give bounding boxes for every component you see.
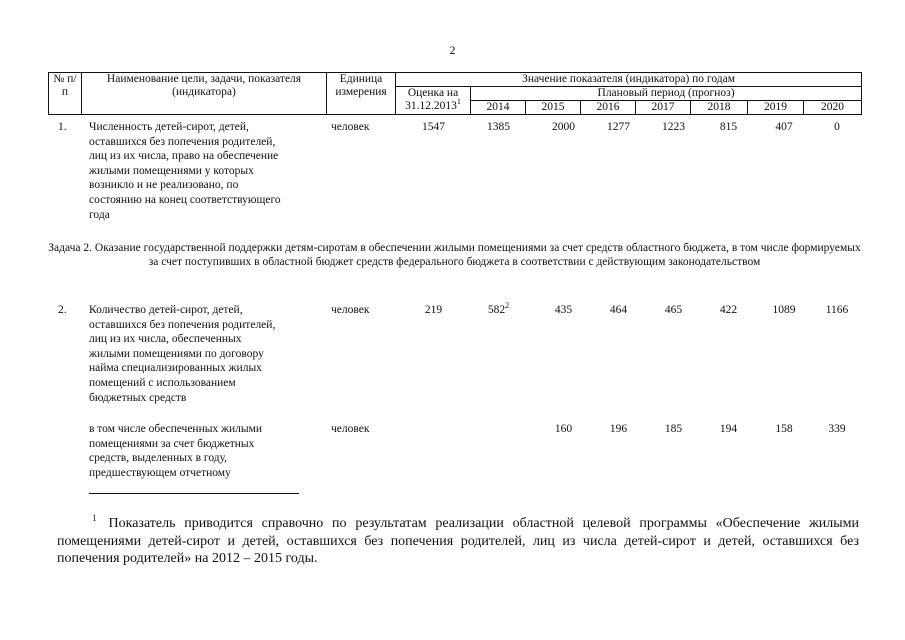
header-indicator-name: Наименование цели, задачи, показателя (индикатора) <box>82 73 327 115</box>
task-2-heading: Задача 2. Оказание государственной поддержки детям-сиротам в обеспечении жилыми помещениями за счет средств областного бюджета, в том числе формируемых за счет поступивших в областной бюджет средств федерального бюджета в соответствии с действующим законодательством <box>48 242 861 268</box>
value-estimate: 1547 <box>422 121 445 133</box>
value-2015: 435 <box>554 304 573 316</box>
header-year: 2014 <box>471 101 526 115</box>
value-2020: 1166 <box>825 304 849 316</box>
value-2020: 339 <box>828 423 846 435</box>
value-2016: 1277 <box>607 121 630 133</box>
header-year: 2015 <box>526 101 581 115</box>
row-unit: человек <box>331 121 370 133</box>
row-indicator-name: Численность детей-сирот, детей, оставшихся без попечения родителей, лиц из их числа, право на обеспечение жилыми помещениями у которых возникло и не реализовано, по состоянию на конец соответствующего года <box>89 121 281 221</box>
value-2015: 2000 <box>552 121 575 133</box>
value-2018: 194 <box>719 423 738 435</box>
page-number: 2 <box>449 43 456 57</box>
header-estimate: Оценка на 31.12.2013$^1$ <box>396 87 471 115</box>
value-2020: 0 <box>834 121 840 133</box>
value-2019: 1089 <box>772 304 796 316</box>
row-number: 2. <box>58 304 67 316</box>
footnote <box>57 515 859 568</box>
row-unit: человек <box>331 304 370 316</box>
value-2018: 815 <box>719 121 738 133</box>
header-year: 2020 <box>804 101 862 115</box>
header-year: 2016 <box>581 101 636 115</box>
value-2014: $582^2$ <box>487 301 510 316</box>
value-estimate: 219 <box>424 304 443 316</box>
row-indicator-name: Количество детей-сирот, детей, оставшихся без попечения родителей, лиц из их числа, обеспеченных жилыми помещениями по договору найма специализированных жилых помещений с использованием бюджетных средств <box>89 304 276 404</box>
row-unit: человек <box>331 423 370 435</box>
value-2017: 185 <box>664 423 683 435</box>
value-2017: 1223 <box>662 121 685 133</box>
footnote-mark: 1 <box>92 513 97 524</box>
value-2016: 464 <box>609 304 628 316</box>
value-2019: 158 <box>775 423 793 435</box>
value-2016: 196 <box>609 423 628 435</box>
header-plan-period: Плановый период (прогноз) <box>471 87 862 101</box>
value-2014: 1385 <box>487 121 510 133</box>
footnote-text: Показатель приводится справочно по результатам реализации областной целевой программы «Обеспечение жилыми помещениями детей-сирот и детей, оставшихся без попечения родителей, лиц из числа детей-сирот и детей, оставшихся без попечения родителей» на 2012 – 2015 годы. <box>57 516 859 566</box>
header-year: 2018 <box>691 101 748 115</box>
footnote-separator <box>89 493 299 494</box>
value-2018: 422 <box>719 304 738 316</box>
header-values: Значение показателя (индикатора) по годам <box>396 73 862 87</box>
indicator-table-header <box>48 72 862 115</box>
row-number: 1. <box>58 121 67 133</box>
value-2015: 160 <box>554 423 573 435</box>
header-unit: Единица измерения <box>327 73 396 115</box>
row-indicator-name: в том числе обеспеченных жилыми помещениями за счет бюджетных средств, выделенных в году, предшествующем отчетному <box>89 423 263 479</box>
header-year: 2019 <box>748 101 804 115</box>
header-number: № п/п <box>49 73 82 115</box>
header-year: 2017 <box>636 101 691 115</box>
value-2019: 407 <box>775 121 793 133</box>
value-2017: 465 <box>664 304 683 316</box>
